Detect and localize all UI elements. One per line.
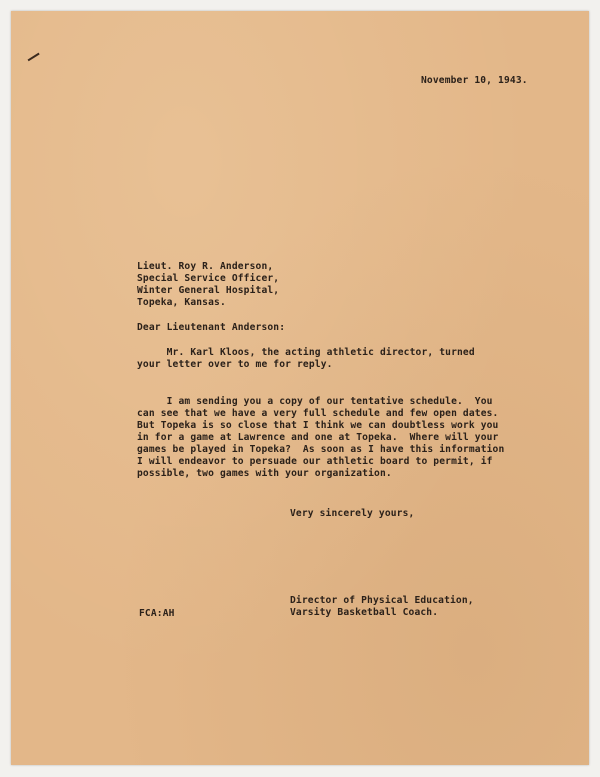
address-line: Lieut. Roy R. Anderson, <box>137 261 274 272</box>
paragraph-line: can see that we have a very full schedule and few open dates. <box>137 408 499 419</box>
address-line: Winter General Hospital, <box>137 285 280 296</box>
paragraph-line: games be played in Topeka? As soon as I have this information <box>137 444 505 455</box>
paragraph-line: I will endeavor to persuade our athletic board to permit, if <box>137 456 493 467</box>
address-line: Special Service Officer, <box>137 273 280 284</box>
paragraph-line: possible, two games with your organization. <box>137 468 392 479</box>
paragraph-line: in for a game at Lawrence and one at Topeka. Where will your <box>137 432 499 443</box>
paragraph-line: I am sending you a copy of our tentative schedule. You <box>137 396 493 407</box>
reference-initials: FCA:AH <box>139 608 175 619</box>
body-paragraph-2 <box>137 396 504 480</box>
closing: Very sincerely yours, <box>290 508 415 519</box>
recipient-address <box>137 261 279 309</box>
body-paragraph-1 <box>137 347 475 371</box>
signature-title <box>290 595 474 619</box>
letter-page <box>11 11 589 765</box>
salutation: Dear Lieutenant Anderson: <box>137 322 286 333</box>
title-line: Varsity Basketball Coach. <box>290 607 439 618</box>
paragraph-line: Mr. Karl Kloos, the acting athletic director, turned <box>137 347 475 358</box>
title-line: Director of Physical Education, <box>290 595 474 606</box>
letter-date: November 10, 1943. <box>421 75 528 86</box>
pencil-mark <box>28 53 40 61</box>
paragraph-line: But Topeka is so close that I think we can doubtless work you <box>137 420 499 431</box>
paragraph-line: your letter over to me for reply. <box>137 359 333 370</box>
address-line: Topeka, Kansas. <box>137 297 226 308</box>
